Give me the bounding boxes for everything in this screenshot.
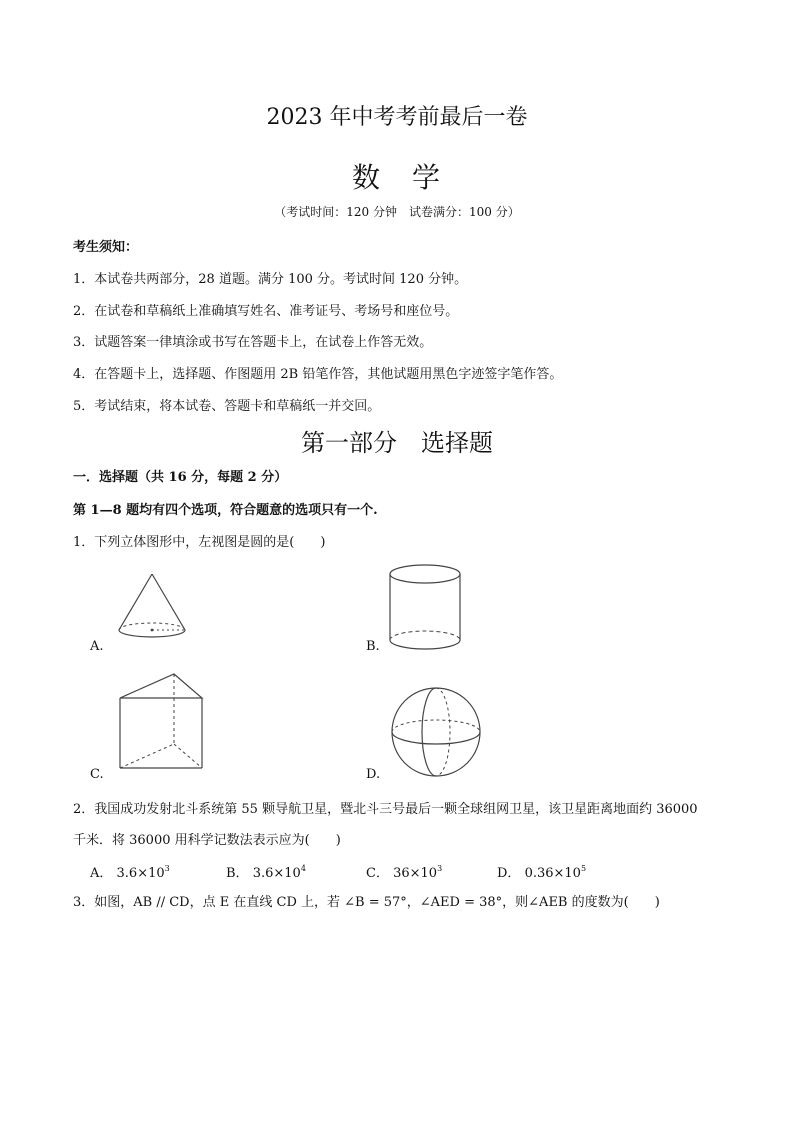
triangular-prism-figure: [112, 670, 208, 774]
sphere-figure: [388, 684, 484, 780]
notice-item: 3．试题答案一律填涂或书写在答题卡上，在试卷上作答无效。: [73, 335, 433, 350]
option-label: B.: [366, 639, 380, 654]
question-2-stem-continued: 千米．将 36000 用科学记数法表示应为( ): [73, 833, 341, 848]
part-heading: 第一部分 选择题: [301, 429, 493, 457]
option-label: D．: [497, 866, 521, 881]
option-exponent: 3: [164, 864, 170, 873]
option-label: B．: [226, 866, 249, 881]
option-c: [366, 862, 442, 881]
notice-item: 2．在试卷和草稿纸上准确填写姓名、准考证号、考场号和座位号。: [73, 304, 459, 319]
option-label: A.: [90, 639, 104, 654]
section-instruction: 第 1—8 题均有四个选项，符合题意的选项只有一个.: [73, 503, 378, 518]
option-label: A．: [90, 866, 113, 881]
question-2-stem: 2．我国成功发射北斗系统第 55 颗导航卫星，暨北斗三号最后一颗全球组网卫星，该卫星距离地面约 36000: [73, 802, 698, 817]
exam-info: （考试时间：120 分钟 试卷满分：100 分）: [274, 205, 520, 219]
option-exponent: 3: [437, 864, 443, 873]
option-value: 3.6×10: [116, 866, 165, 881]
notice-item: 1．本试卷共两部分，28 道题。满分 100 分。考试时间 120 分钟。: [73, 272, 468, 287]
option-exponent: 5: [580, 864, 587, 873]
notice-item: 5．考试结束，将本试卷、答题卡和草稿纸一并交回。: [73, 399, 381, 414]
option-value: 0.36×10: [524, 866, 581, 881]
option-b: [226, 862, 306, 881]
option-label: C.: [90, 767, 104, 782]
notice-item: 4．在答题卡上，选择题、作图题用 2B 铅笔作答，其他试题用黑色字迹签字笔作答。: [73, 367, 563, 382]
question-3-stem: 3．如图，AB // CD，点 E 在直线 CD 上，若 ∠B = 57°，∠AED = 38°，则∠AEB 的度数为( ): [73, 895, 660, 910]
cone-figure: [112, 570, 192, 644]
subject-title: 数 学: [351, 161, 442, 194]
cylinder-figure: [386, 560, 464, 660]
option-a: [90, 862, 170, 881]
option-label: C．: [366, 866, 389, 881]
option-value: 3.6×10: [252, 866, 301, 881]
paper-title: 2023 年中考考前最后一卷: [266, 105, 528, 130]
option-d: [497, 862, 586, 881]
option-label: D.: [366, 767, 381, 782]
option-exponent: 4: [300, 864, 306, 873]
question-1-stem: 1．下列立体图形中，左视图是圆的是( ): [73, 535, 326, 550]
option-value: 36×10: [393, 866, 438, 881]
section-heading: 一．选择题（共 16 分，每题 2 分）: [73, 470, 288, 485]
notice-heading: 考生须知：: [73, 240, 139, 255]
